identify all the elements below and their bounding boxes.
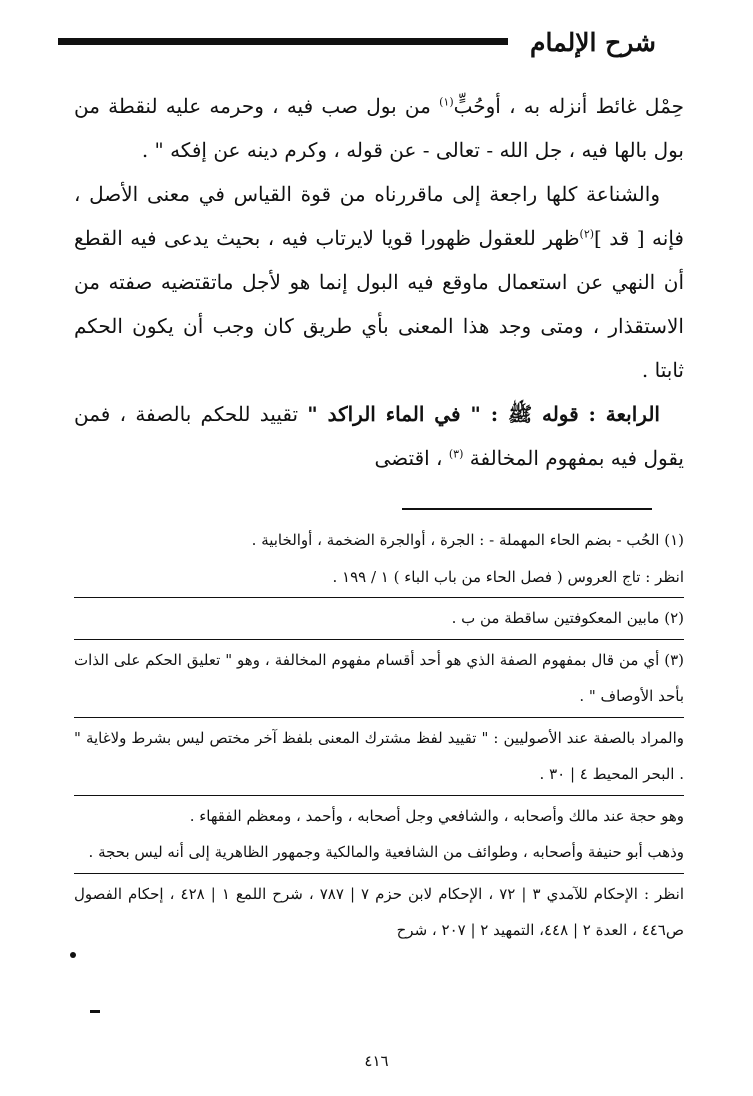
footnote-divider [74,795,684,796]
footnote-ref-3: (٣) [448,447,464,461]
paragraph-2-text-a: والشناعة كلها راجعة إلى ماقررناه من قوة القياس في معنى الأصل ، فإنه [ قد ] [74,182,684,250]
footnote-ref-2: (٢) [579,227,595,241]
paragraph-1-text-b: من بول صب فيه ، وحرمه عليه لنقطة من بول بالها فيه ، جل الله - تعالى - عن قوله ، وكرم دينه عن إفكه " . [74,94,684,162]
footnote-3-definition: والمراد بالصفة عند الأصوليين : " تقييد لفظ مشترك المعنى بلفظ آخر مختص ليس بشرط ولاغاية " . البحر المحيط ٤ | ٣٠ . [74,728,684,783]
footnote-divider [74,639,684,640]
footnote-ref-1: (١) [439,95,454,109]
footnote-3: (٣) أي من قال بمفهوم الصفة الذي هو أحد أقسام مفهوم المخالفة ، وهو " تعليق الحكم على الذات بأحد الأوصاف " . [74,650,684,705]
footnote-3-proponents: وهو حجة عند مالك وأصحابه ، والشافعي وجل أصحابه ، وأحمد ، ومعظم الفقهاء . [189,806,684,825]
paragraph-3 [74,392,684,480]
footnote-3-opponents: وذهب أبو حنيفة وأصحابه ، وطوائف من الشافعية والمالكية وجمهور الظاهرية إلى أنه ليس بحجة . [88,843,684,861]
footnote-divider [74,873,684,874]
scan-mark [90,1010,100,1013]
footnote-divider [74,597,684,598]
paragraph-2-text-b: ظهر للعقول ظهورا قويا لايرتاب فيه ، بحيث يدعى فيه القطع أن النهي عن استعمال ماوقع فيه البول إنما هو لأجل ماتقتضيه صفته من الاستقذار ، ومتى وجد هذا المعنى بأي طريق كان وجب أن يكون الحكم ثابتا . [74,226,684,382]
paragraph-3-text-b: ، اقتضى [374,446,449,470]
footnote-separator [402,508,652,510]
main-text [74,84,684,480]
running-header [58,24,656,68]
footnote-2: (٢) مابين المعكوفتين ساقطة من ب . [451,609,684,627]
scan-speck [70,952,76,958]
footnotes [74,522,684,949]
paragraph-3-text-a: تقييد للحكم بالصفة ، فمن يقول فيه بمفهوم المخالفة [74,402,684,470]
footnote-1-source: انظر : تاج العروس ( فصل الحاء من باب الباء ) ١ / ١٩٩ . [332,567,684,586]
footnote-1: (١) الحُب - بضم الحاء المهملة - : الجرة ، أوالجرة الضخمة ، أوالخابية . [251,531,684,549]
section-heading-fourth: الرابعة : قوله ﷺ : " في الماء الراكد " [307,402,660,426]
paragraph-2 [74,172,684,392]
paragraph-1-text-a: حِمْل غائط أنزله به ، أوحُبٍّ [453,94,684,118]
footnote-divider [74,717,684,718]
paragraph-1 [74,84,684,172]
book-title: شرح الإلمام [530,28,656,57]
footnote-3-references: انظر : الإحكام للآمدي ٣ | ٧٢ ، الإحكام لابن حزم ٧ | ٧٨٧ ، شرح اللمع ١ | ٤٢٨ ، إحكام الفصول ص٤٤٦ ، العدة ٢ | ٤٤٨، التمهيد ٢ | ٢٠٧ ، شرح [74,884,684,939]
page-number: ٤١٦ [364,1052,389,1070]
header-rule [58,38,508,45]
